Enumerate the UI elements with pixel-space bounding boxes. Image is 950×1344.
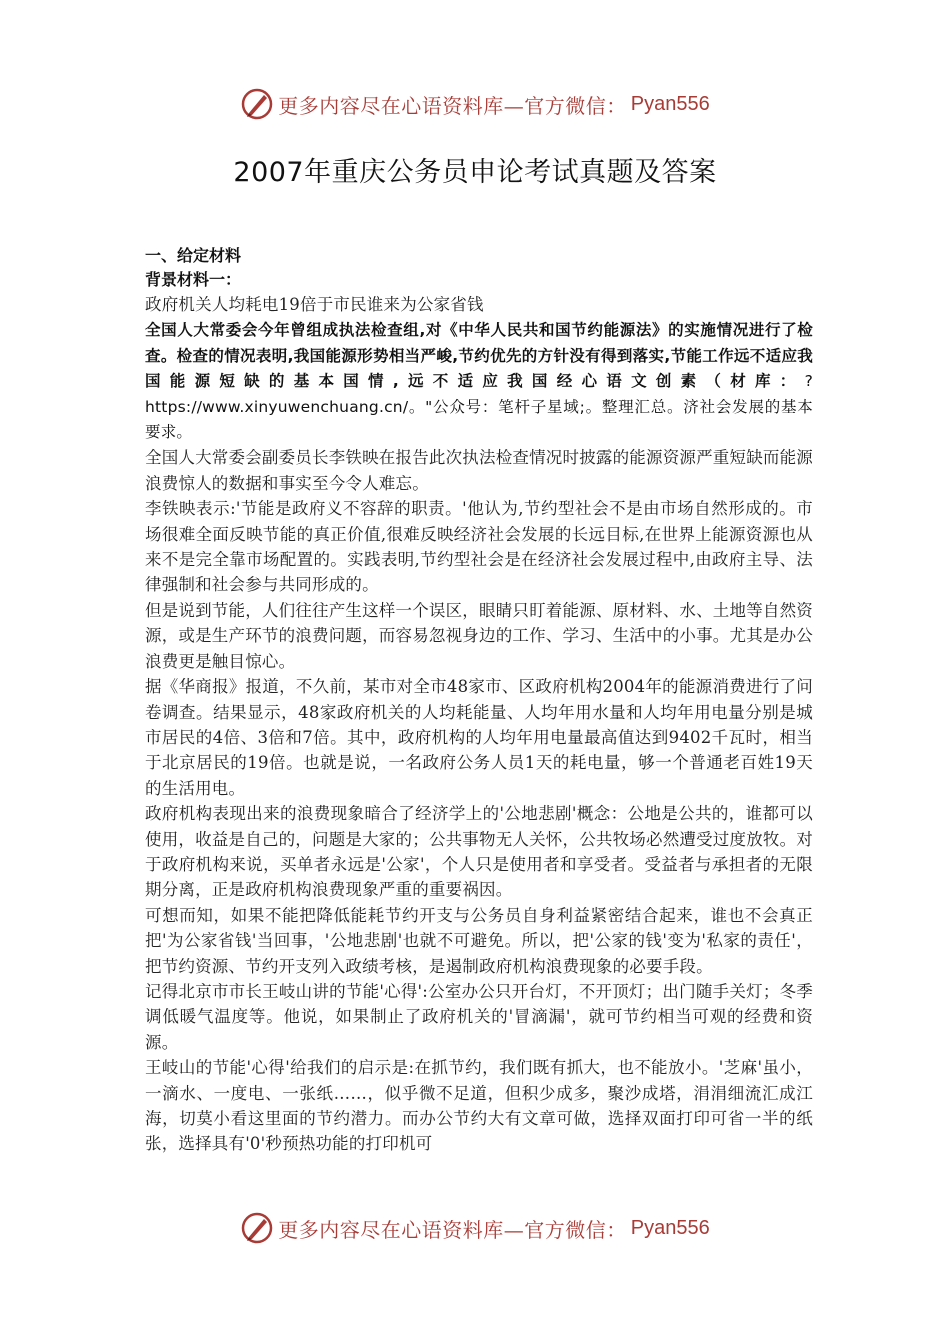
document-body bbox=[145, 244, 813, 1157]
inserted-paragraph bbox=[145, 318, 813, 445]
watermark-wechat-id: Pyan556 bbox=[630, 1216, 710, 1239]
watermark-wechat-id: Pyan556 bbox=[630, 92, 710, 115]
paragraph: 记得北京市市长王岐山讲的节能'心得':公室办公只开台灯，不开顶灯；出门随手关灯；冬季调低暖气温度等。他说，如果制止了政府机关的'冒滴漏'，就可节约相当可观的经费和资源。 bbox=[145, 981, 813, 1052]
watermark-banner-top bbox=[0, 82, 950, 126]
subsection-heading: 背景材料一： bbox=[145, 270, 242, 289]
paragraph: 政府机构表现出来的浪费现象暗合了经济学上的'公地悲剧'概念：公地是公共的，谁都可以使用，收益是自己的，问题是大家的；公共事物无人关怀，公共牧场必然遭受过度放牧。对于政府机构来说，买单者永远是'公家'，个人只是使用者和享受者。受益者与承担者的无限期分离，正是政府机构浪费现象严重的重要祸因。 bbox=[145, 804, 813, 900]
inserted-paragraph-link: ?https://www.xinyuwenchuang.cn/。"公众号：笔杆子星域;。整理汇总。济社会发展的基本要求。 bbox=[145, 372, 813, 442]
section-heading: 一、给定材料 bbox=[145, 246, 242, 265]
paragraph: 据《华商报》报道，不久前，某市对全市48家市、区政府机构2004年的能源消费进行了问卷调查。结果显示，48家政府机关的人均耗能量、人均年用水量和人均年用电量分别是城市居民的4倍、3倍和7倍。其中，政府机构的人均年用电量最高值达到9402千瓦时，相当于北京居民的19倍。也就是说，一名政府公务人员1天的耗电量，够一个普通老百姓19天的生活用电。 bbox=[145, 677, 813, 798]
inserted-paragraph-text: 全国人大常委会今年曾组成执法检查组,对《中华人民共和国节约能源法》的实施情况进行了检查。检查的情况表明,我国能源形势相当严峻,节约优先的方针没有得到落实,节能工作远不适应我国能源短缺的基本国情,远不适应我国经心语文创素（材库： bbox=[145, 321, 813, 391]
article-headline: 政府机关人均耗电19倍于市民谁来为公家省钱 bbox=[145, 295, 484, 314]
pen-logo-icon bbox=[240, 87, 274, 121]
paragraph: 全国人大常委会副委员长李铁映在报告此次执法检查情况时披露的能源资源严重短缺而能源浪费惊人的数据和事实至今令人难忘。 bbox=[145, 448, 813, 493]
page-title: 2007年重庆公务员申论考试真题及答案 bbox=[233, 157, 717, 188]
watermark-text: 更多内容尽在心语资料库—官方微信： bbox=[278, 1217, 627, 1242]
paragraph: 可想而知，如果不能把降低能耗节约开支与公务员自身利益紧密结合起来，谁也不会真正把'为公家省钱'当回事，'公地悲剧'也就不可避免。所以，把'公家的钱'变为'私家的责任'，把节约资源、节约开支列入政绩考核，是遏制政府机构浪费现象的必要手段。 bbox=[145, 905, 813, 976]
pen-logo-icon bbox=[240, 1211, 274, 1245]
paragraph: 王岐山的节能'心得'给我们的启示是:在抓节约，我们既有抓大，也不能放小。'芝麻'虽小，一滴水、一度电、一张纸……，似乎微不足道，但积少成多，聚沙成塔，涓涓细流汇成江海，切莫小看这里面的节约潜力。而办公节约大有文章可做，选择双面打印可省一半的纸张，选择具有'0'秒预热功能的打印机可 bbox=[145, 1058, 813, 1154]
watermark-text: 更多内容尽在心语资料库—官方微信： bbox=[278, 93, 627, 118]
watermark-banner-bottom bbox=[0, 1206, 950, 1250]
paragraph: 但是说到节能，人们往往产生这样一个误区，眼睛只盯着能源、原材料、水、土地等自然资源，或是生产环节的浪费问题，而容易忽视身边的工作、学习、生活中的小事。尤其是办公浪费更是触目惊心。 bbox=[145, 600, 813, 671]
paragraph: 李铁映表示:'节能是政府义不容辞的职责。'他认为,节约型社会不是由市场自然形成的。市场很难全面反映节能的真正价值,很难反映经济社会发展的长远目标,在世界上能源资源也从来不是完全靠市场配置的。实践表明,节约型社会是在经济社会发展过程中,由政府主导、法律强制和社会参与共同形成的。 bbox=[145, 499, 813, 595]
